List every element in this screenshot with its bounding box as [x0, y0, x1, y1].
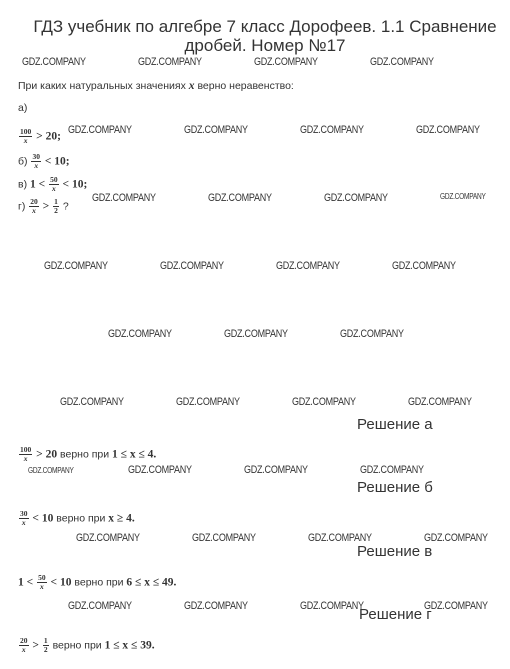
problem-question: При каких натуральных значениях x верно неравенство: [18, 80, 294, 92]
item-a-expression: $\frac{100}{x}$ > 20; [20, 127, 61, 145]
item-b-expression: б) $\frac{30}{x}$ < 10; [18, 152, 70, 170]
watermark: GDZ.COMPANY [28, 466, 74, 475]
page-title: ГДЗ учебник по алгебре 7 класс Дорофеев. 1.1 Сравнение дробей. Номер №17 [33, 17, 497, 55]
watermark: GDZ.COMPANY [244, 464, 308, 476]
watermark: GDZ.COMPANY [360, 464, 424, 476]
watermark: GDZ.COMPANY [300, 124, 364, 136]
solution-a-heading: Решение а [357, 416, 433, 433]
solution-d-heading: Решение г [359, 606, 432, 623]
watermark: GDZ.COMPANY [128, 464, 192, 476]
watermark: GDZ.COMPANY [68, 600, 132, 612]
solution-a-text: $\frac{100}{x}$ > 20 верно при 1 ≤ x ≤ 4. [20, 445, 157, 463]
watermark: GDZ.COMPANY [108, 328, 172, 340]
watermark: GDZ.COMPANY [392, 260, 456, 272]
watermark: GDZ.COMPANY [440, 192, 486, 201]
solution-d-text: $\frac{20}{x}$ > $\frac{1}{2}$ верно при 1 ≤ x ≤ 39. [20, 636, 155, 654]
watermark: GDZ.COMPANY [324, 192, 388, 204]
watermark: GDZ.COMPANY [308, 532, 372, 544]
solution-c-text: 1 < $\frac{50}{x}$ < 10 верно при 6 ≤ x ≤ 49. [18, 573, 177, 591]
watermark: GDZ.COMPANY [160, 260, 224, 272]
watermark: GDZ.COMPANY [254, 56, 318, 68]
watermark: GDZ.COMPANY [370, 56, 434, 68]
solution-c-heading: Решение в [357, 543, 433, 560]
watermark: GDZ.COMPANY [208, 192, 272, 204]
watermark: GDZ.COMPANY [340, 328, 404, 340]
watermark: GDZ.COMPANY [424, 532, 488, 544]
watermark: GDZ.COMPANY [224, 328, 288, 340]
watermark: GDZ.COMPANY [300, 600, 364, 612]
watermark: GDZ.COMPANY [60, 396, 124, 408]
solution-b-text: $\frac{30}{x}$ < 10 верно при x ≥ 4. [20, 509, 135, 527]
watermark: GDZ.COMPANY [68, 124, 132, 136]
watermark: GDZ.COMPANY [424, 600, 488, 612]
watermark: GDZ.COMPANY [416, 124, 480, 136]
watermark: GDZ.COMPANY [44, 260, 108, 272]
solution-b-heading: Решение б [357, 479, 433, 496]
item-a-label: а) [18, 102, 28, 114]
watermark: GDZ.COMPANY [184, 600, 248, 612]
watermark: GDZ.COMPANY [138, 56, 202, 68]
watermark: GDZ.COMPANY [292, 396, 356, 408]
watermark: GDZ.COMPANY [184, 124, 248, 136]
watermark: GDZ.COMPANY [276, 260, 340, 272]
watermark: GDZ.COMPANY [408, 396, 472, 408]
item-d-expression: г) $\frac{20}{x}$ > $\frac{1}{2}$ ? [18, 197, 69, 215]
item-c-expression: в) 1 < $\frac{50}{x}$ < 10; [18, 175, 88, 193]
watermark: GDZ.COMPANY [176, 396, 240, 408]
watermark: GDZ.COMPANY [76, 532, 140, 544]
watermark: GDZ.COMPANY [192, 532, 256, 544]
watermark: GDZ.COMPANY [22, 56, 86, 68]
watermark: GDZ.COMPANY [92, 192, 156, 204]
